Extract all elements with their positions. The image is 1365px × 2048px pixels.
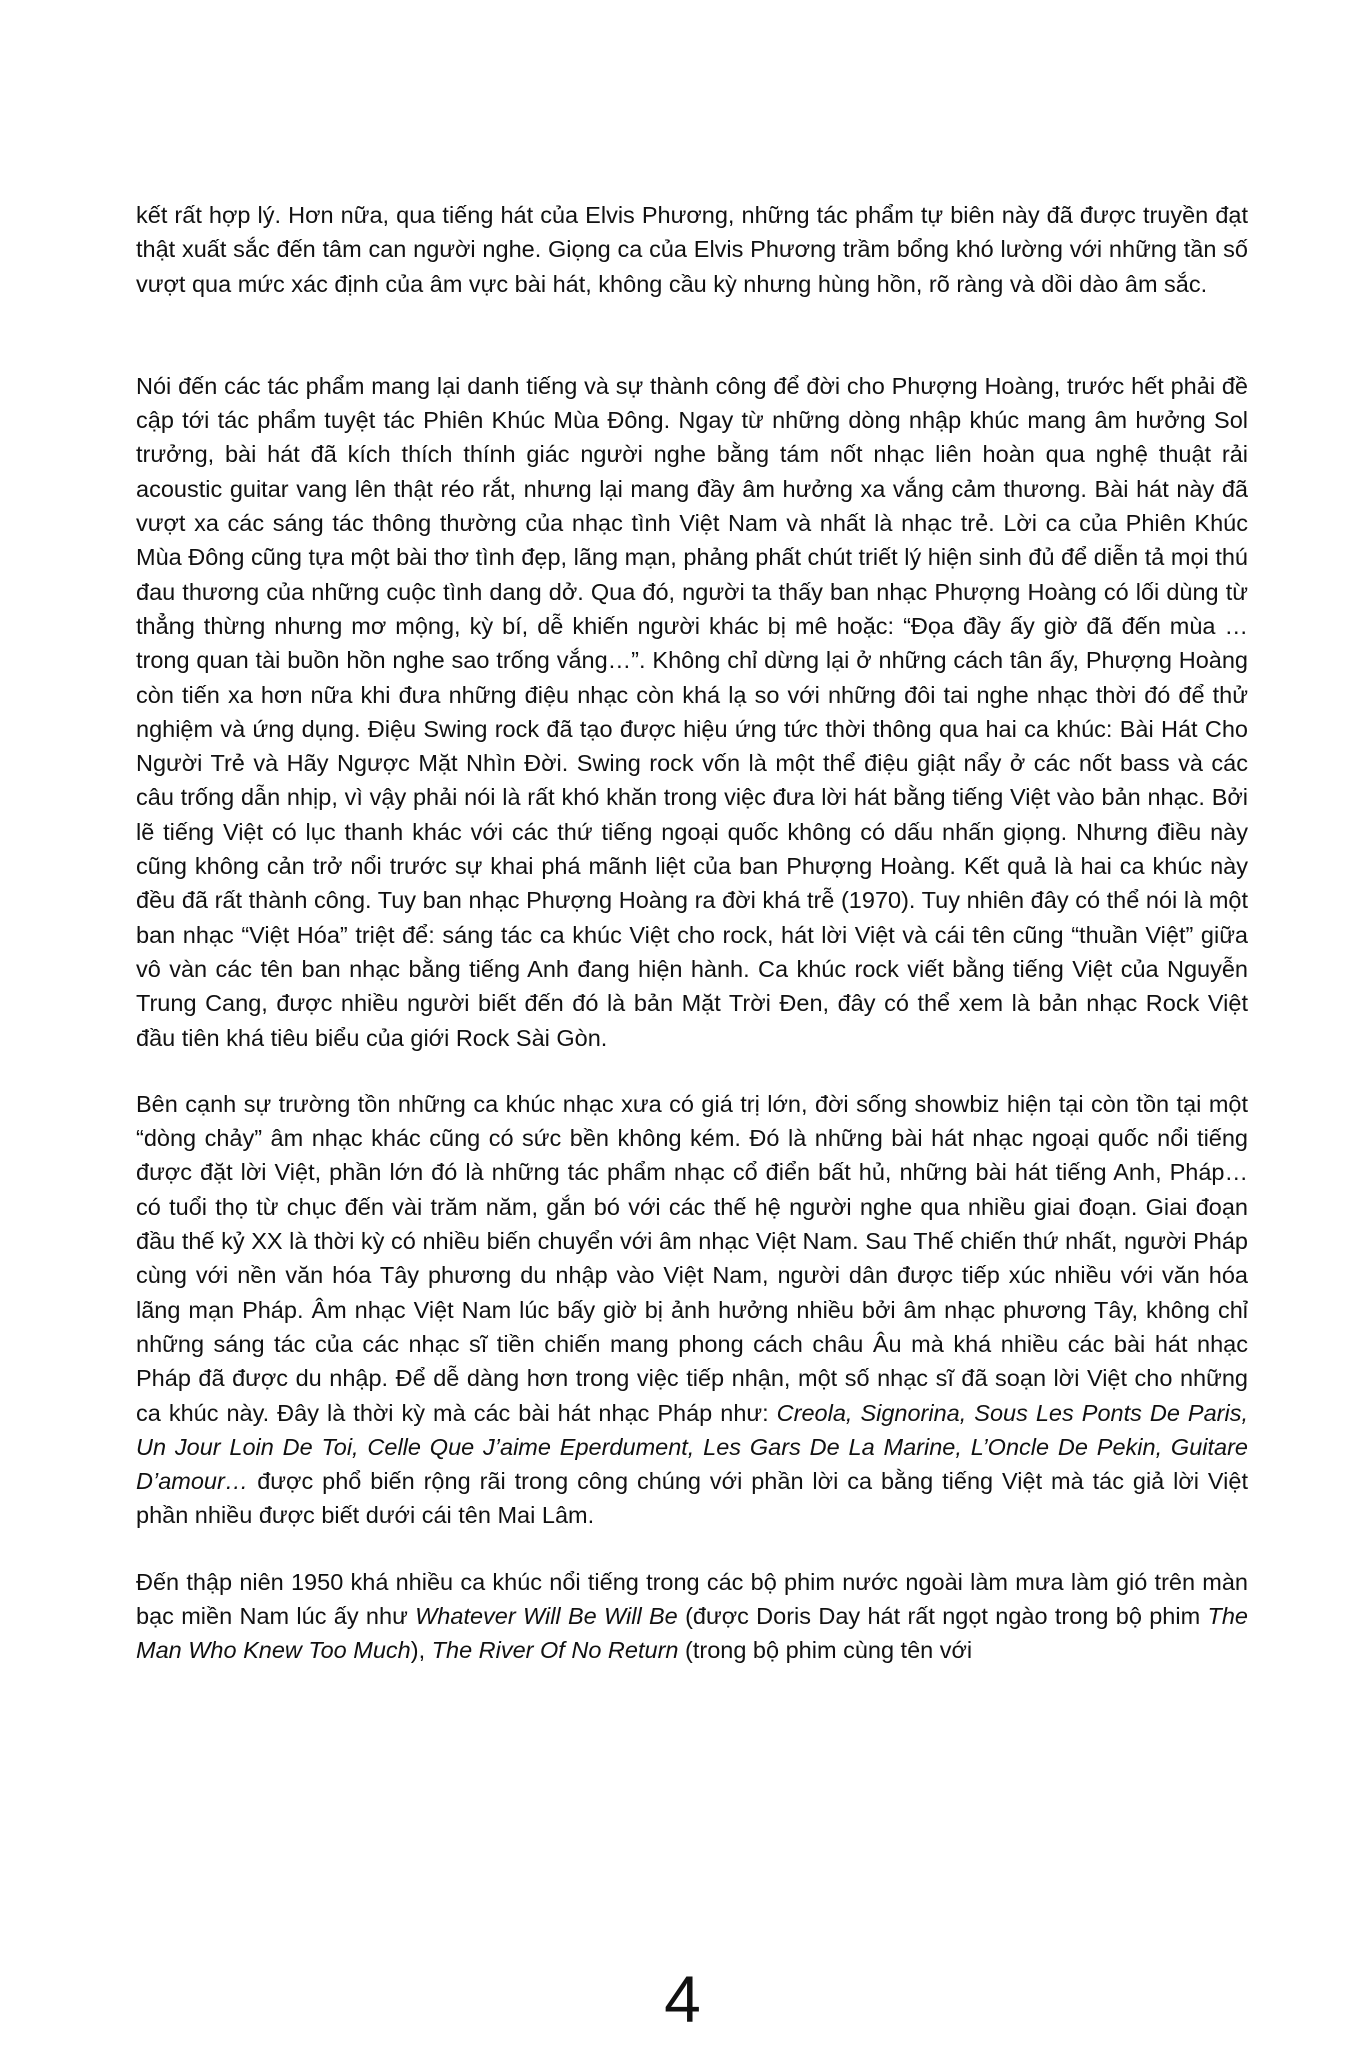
paragraph-foreign-songs — [136, 1087, 1248, 1533]
paragraph-text: ), — [410, 1637, 432, 1664]
paragraph-text: được phổ biến rộng rãi trong công chúng với phần lời ca bằng tiếng Việt mà tác giả lời Việt phần nhiều được biết dưới cái tên Mai Lâm. — [136, 1468, 1248, 1529]
song-titles-italic: Creola, Signorina, Sous Les Ponts De Paris, Un Jour Loin De Toi, Celle Que J’aime Eperdument, Les Gars De La Marine, L’Oncle De Pekin, Guitare D’amour… — [136, 1399, 1249, 1495]
paragraph-text: Đến thập niên 1950 khá nhiều ca khúc nổi tiếng trong các bộ phim nước ngoài làm mưa làm gió trên màn bạc miền Nam lúc ấy như — [136, 1568, 1248, 1629]
page-number: 4 — [664, 1962, 701, 2036]
paragraph-text: kết rất hợp lý. Hơn nữa, qua tiếng hát của Elvis Phương, những tác phẩm tự biên này đã được truyền đạt thật xuất sắc đến tâm can người nghe. Giọng ca của Elvis Phương trầm bổng khó lường với những tần số vượt qua mức xác định của âm vực bài hát, không cầu kỳ nhưng hùng hồn, rõ ràng và dồi dào âm sắc. — [136, 202, 1248, 297]
paragraph-text: (trong bộ phim cùng tên với — [678, 1637, 973, 1664]
paragraph-elvis-phuong — [136, 198, 1248, 301]
paragraph-1950s-films — [136, 1565, 1248, 1668]
paragraph-text: Bên cạnh sự trường tồn những ca khúc nhạc xưa có giá trị lớn, đời sống showbiz hiện tại còn tồn tại một “dòng chảy” âm nhạc khác cũng có sức bền không kém. Đó là những bài hát nhạc ngoại quốc nổi tiếng được đặt lời Việt, phần lớn đó là những tác phẩm nhạc cổ điển bất hủ, những bài hát tiếng Anh, Pháp… có tuổi thọ từ chục đến vài trăm năm, gắn bó với các thế hệ người nghe qua nhiều giai đoạn. Giai đoạn đầu thế kỷ XX là thời kỳ có nhiều biến chuyển với âm nhạc Việt Nam. Sau Thế chiến thứ nhất, người Pháp cùng với nền văn hóa Tây phương du nhập vào Việt Nam, người dân được tiếp xúc nhiều với văn hóa lãng mạn Pháp. Âm nhạc Việt Nam lúc bấy giờ bị ảnh hưởng nhiều bởi âm nhạc phương Tây, không chỉ những sáng tác của các nhạc sĩ tiền chiến mang phong cách châu Âu mà khá nhiều các bài hát nhạc Pháp đã được du nhập. Để dễ dàng hơn trong việc tiếp nhận, một số nhạc sĩ đã soạn lời Việt cho những ca khúc này. Đây là thời kỳ mà các bài hát nhạc Pháp như: — [136, 1090, 1248, 1426]
paragraph-text: Nói đến các tác phẩm mang lại danh tiếng và sự thành công để đời cho Phượng Hoàng, trước hết phải đề cập tới tác phẩm tuyệt tác Phiên Khúc Mùa Đông. Ngay từ những dòng nhập khúc mang âm hưởng Sol trưởng, bài hát đã kích thích thính giác người nghe bằng tám nốt nhạc liên hoàn qua nghệ thuật rải acoustic guitar vang lên thật réo rắt, nhưng lại mang đầy âm hưởng xa vắng cảm thương. Bài hát này đã vượt xa các sáng tác thông thường của nhạc tình Việt Nam và nhất là nhạc trẻ. Lời ca của Phiên Khúc Mùa Đông cũng tựa một bài thơ tình đẹp, lãng mạn, phảng phất chút triết lý hiện sinh đủ để diễn tả mọi thú đau thương của những cuộc tình dang dở. Qua đó, người ta thấy ban nhạc Phượng Hoàng có lối dùng từ thẳng thừng nhưng mơ mộng, kỳ bí, dễ khiến người khác bị mê hoặc: “Đọa đầy ấy giờ đã đến mùa …trong quan tài buồn hồn nghe sao trống vắng…”. Không chỉ dừng lại ở những cách tân ấy, Phượng Hoàng còn tiến xa hơn nữa khi đưa những điệu nhạc còn khá lạ so với những đôi tai nghe nhạc thời đó để thử nghiệm và ứng dụng. Điệu Swing rock đã tạo được hiệu ứng tức thời thông qua hai ca khúc: Bài Hát Cho Người Trẻ và Hãy Ngược Mặt Nhìn Đời. Swing rock vốn là một thể điệu giật nẩy ở các nốt bass và các câu trống dẫn nhịp, vì vậy phải nói là rất khó khăn trong việc đưa lời hát bằng tiếng Việt vào bản nhạc. Bởi lẽ tiếng Việt có lục thanh khác với các thứ tiếng ngoại quốc không có dấu nhấn giọng. Nhưng điều này cũng không cản trở nổi trước sự khai phá mãnh liệt của ban Phượng Hoàng. Kết quả là hai ca khúc này đều đã rất thành công. Tuy ban nhạc Phượng Hoàng ra đời khá trễ (1970). Tuy nhiên đây có thể nói là một ban nhạc “Việt Hóa” triệt để: sáng tác ca khúc Việt cho rock, hát lời Việt và cái tên cũng “thuần Việt” giữa vô vàn các tên ban nhạc bằng tiếng Anh đang hiện hành. Ca khúc rock viết bằng tiếng Việt của Nguyễn Trung Cang, được nhiều người biết đến đó là bản Mặt Trời Đen, đây có thể xem là bản nhạc Rock Việt đầu tiên khá tiêu biểu của giới Rock Sài Gòn. — [136, 372, 1248, 1051]
song-title-italic: Whatever Will Be Will Be — [415, 1602, 678, 1629]
document-page — [136, 198, 1248, 1668]
film-title-italic: The Man Who Knew Too Much — [136, 1602, 1248, 1664]
paragraph-phuong-hoang — [136, 369, 1248, 1055]
song-title-italic: The River Of No Return — [431, 1637, 679, 1664]
paragraph-text: (được Doris Day hát rất ngọt ngào trong bộ phim — [677, 1602, 1208, 1629]
